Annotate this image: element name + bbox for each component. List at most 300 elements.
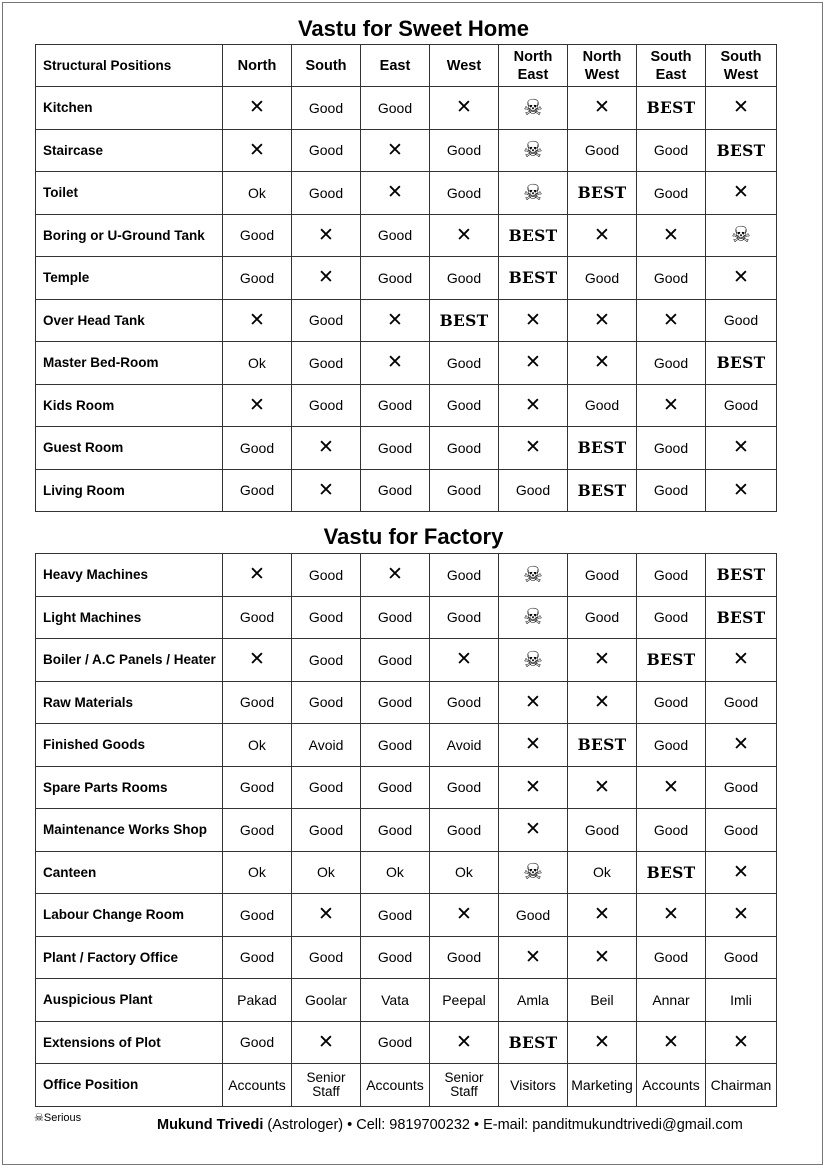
cell-value: Good [223, 214, 292, 257]
skull-icon [499, 554, 568, 597]
cross-icon: ✕ [525, 309, 541, 331]
cross-icon [499, 766, 568, 809]
cell-value: Good [292, 936, 361, 979]
rating-best-label: BEST [508, 268, 558, 288]
cross-icon [292, 427, 361, 470]
cell-value: Pakad [223, 979, 292, 1022]
row-label: Office Position [36, 1064, 223, 1107]
cell-value: Good [292, 554, 361, 597]
rating-best [706, 342, 777, 385]
cross-icon: ✕ [318, 1031, 334, 1053]
cross-icon: ✕ [594, 97, 610, 119]
cross-icon [706, 257, 777, 300]
rating-best [637, 851, 706, 894]
skull-icon [499, 639, 568, 682]
cell-value: Vata [361, 979, 430, 1022]
cross-icon: ✕ [249, 139, 265, 161]
home-row [36, 172, 777, 215]
home-row [36, 384, 777, 427]
row-label: Heavy Machines [36, 554, 223, 597]
cell-value: Good [361, 681, 430, 724]
cell-value: Senior Staff [430, 1064, 499, 1107]
rating-best-label: BEST [508, 225, 558, 245]
cross-icon [499, 681, 568, 724]
cell-value: Ok [223, 851, 292, 894]
cross-icon: ✕ [387, 309, 403, 331]
cross-icon: ✕ [318, 904, 334, 926]
row-label: Living Room [36, 469, 223, 512]
header-north-west: North West [568, 45, 637, 87]
cell-value: Chairman [706, 1064, 777, 1107]
cross-icon [637, 766, 706, 809]
row-label: Canteen [36, 851, 223, 894]
cross-icon: ✕ [318, 267, 334, 289]
email-address: E-mail: panditmukundtrivedi@gmail.com [483, 1117, 743, 1133]
row-label: Finished Goods [36, 724, 223, 767]
skull-icon: ☠ [523, 137, 543, 163]
rating-best-label: BEST [646, 650, 696, 670]
cell-value: Good [361, 427, 430, 470]
cross-icon: ✕ [733, 734, 749, 756]
cross-icon [706, 851, 777, 894]
cross-icon [292, 469, 361, 512]
cell-value: Ok [430, 851, 499, 894]
skull-icon [499, 172, 568, 215]
row-label: Toilet [36, 172, 223, 215]
cell-value: Good [223, 427, 292, 470]
cross-icon: ✕ [733, 861, 749, 883]
cross-icon [499, 342, 568, 385]
row-label: Light Machines [36, 596, 223, 639]
cell-value: Good [430, 427, 499, 470]
cross-icon [568, 766, 637, 809]
row-label: Kids Room [36, 384, 223, 427]
cross-icon: ✕ [249, 564, 265, 586]
cross-icon: ✕ [456, 97, 472, 119]
rating-best-label: BEST [716, 565, 766, 585]
cell-value: Accounts [637, 1064, 706, 1107]
factory-row [36, 936, 777, 979]
cross-icon [292, 257, 361, 300]
factory-table [35, 553, 777, 1107]
rating-best-label: BEST [577, 480, 627, 500]
cross-icon [499, 936, 568, 979]
rating-best [706, 129, 777, 172]
row-label: Staircase [36, 129, 223, 172]
row-label: Labour Change Room [36, 894, 223, 937]
cell-value: Marketing [568, 1064, 637, 1107]
rating-best-label: BEST [646, 862, 696, 882]
factory-row [36, 1021, 777, 1064]
cross-icon: ✕ [525, 394, 541, 416]
cell-value: Good [637, 554, 706, 597]
cross-icon [568, 681, 637, 724]
cell-value: Good [706, 299, 777, 342]
cross-icon: ✕ [663, 776, 679, 798]
cross-icon [499, 809, 568, 852]
cell-value: Good [637, 172, 706, 215]
author-name: Mukund Trivedi [157, 1117, 264, 1133]
skull-icon [499, 851, 568, 894]
row-label: Auspicious Plant [36, 979, 223, 1022]
cell-value: Good [637, 469, 706, 512]
cell-value: Avoid [430, 724, 499, 767]
cell-value: Good [292, 681, 361, 724]
cross-icon [430, 639, 499, 682]
cell-value: Good [361, 87, 430, 130]
factory-row [36, 596, 777, 639]
skull-icon: ☠ [523, 859, 543, 885]
cell-value: Peepal [430, 979, 499, 1022]
cross-icon: ✕ [249, 394, 265, 416]
cross-icon [361, 172, 430, 215]
cell-value: Ok [223, 724, 292, 767]
cross-icon: ✕ [663, 1031, 679, 1053]
cross-icon [637, 894, 706, 937]
cross-icon: ✕ [249, 649, 265, 671]
cross-icon: ✕ [733, 479, 749, 501]
cell-value: Good [292, 384, 361, 427]
cell-value: Good [361, 384, 430, 427]
rating-best [499, 257, 568, 300]
cross-icon [430, 1021, 499, 1064]
row-label: Over Head Tank [36, 299, 223, 342]
footer [157, 1117, 743, 1133]
cell-value: Good [292, 342, 361, 385]
cross-icon [706, 172, 777, 215]
cross-icon [499, 299, 568, 342]
skull-icon: ☠ [523, 604, 543, 630]
cross-icon: ✕ [594, 1031, 610, 1053]
cross-icon: ✕ [318, 224, 334, 246]
cell-value: Good [706, 384, 777, 427]
skull-icon: ☠ [523, 561, 543, 587]
cell-value: Avoid [292, 724, 361, 767]
cross-icon [568, 87, 637, 130]
rating-best [568, 469, 637, 512]
cross-icon: ✕ [663, 224, 679, 246]
cross-icon [706, 469, 777, 512]
skull-icon: ☠ [523, 179, 543, 205]
cell-number: Cell: 9819700232 [356, 1117, 470, 1133]
cell-value: Good [361, 639, 430, 682]
cross-icon [706, 894, 777, 937]
cell-value: Good [223, 766, 292, 809]
cell-value: Good [706, 681, 777, 724]
skull-icon: ☠ [731, 222, 751, 248]
cell-value: Visitors [499, 1064, 568, 1107]
cell-value: Good [223, 1021, 292, 1064]
legend [34, 1111, 81, 1124]
cell-value: Good [223, 469, 292, 512]
cross-icon: ✕ [525, 734, 541, 756]
home-row [36, 299, 777, 342]
cell-value: Good [430, 172, 499, 215]
header-south-west: South West [706, 45, 777, 87]
cross-icon [430, 894, 499, 937]
rating-best-label: BEST [577, 183, 627, 203]
cell-value: Annar [637, 979, 706, 1022]
cell-value: Good [637, 342, 706, 385]
cross-icon [568, 342, 637, 385]
cross-icon [292, 894, 361, 937]
cross-icon [637, 1021, 706, 1064]
cell-value: Good [361, 257, 430, 300]
cell-value: Good [568, 384, 637, 427]
cross-icon: ✕ [733, 267, 749, 289]
header-east: East [361, 45, 430, 87]
cell-value: Good [292, 809, 361, 852]
cross-icon: ✕ [525, 776, 541, 798]
factory-row [36, 979, 777, 1022]
factory-title: Vastu for Factory [323, 524, 504, 549]
cell-value: Good [430, 809, 499, 852]
cell-value: Good [223, 809, 292, 852]
cross-icon [568, 639, 637, 682]
cross-icon [223, 299, 292, 342]
cross-icon: ✕ [594, 352, 610, 374]
cell-value: Good [430, 129, 499, 172]
home-row [36, 257, 777, 300]
cell-value: Good [292, 299, 361, 342]
rating-best-label: BEST [439, 310, 489, 330]
cell-value: Ok [223, 342, 292, 385]
cross-icon [499, 427, 568, 470]
row-label: Boiler / A.C Panels / Heater [36, 639, 223, 682]
cell-value: Good [430, 681, 499, 724]
rating-best [706, 596, 777, 639]
cell-value: Good [637, 936, 706, 979]
rating-best [706, 554, 777, 597]
cell-value: Good [430, 384, 499, 427]
header-north-east: North East [499, 45, 568, 87]
cell-value: Good [568, 257, 637, 300]
rating-best [499, 1021, 568, 1064]
cell-value: Good [568, 596, 637, 639]
cross-icon: ✕ [594, 946, 610, 968]
cross-icon [637, 214, 706, 257]
cell-value: Good [223, 681, 292, 724]
cell-value: Good [223, 257, 292, 300]
skull-icon [499, 596, 568, 639]
rating-best-label: BEST [646, 98, 696, 118]
row-label: Kitchen [36, 87, 223, 130]
cross-icon [361, 342, 430, 385]
cross-icon [223, 129, 292, 172]
cross-icon: ✕ [456, 649, 472, 671]
factory-row [36, 554, 777, 597]
home-row [36, 214, 777, 257]
cross-icon: ✕ [456, 224, 472, 246]
cross-icon: ✕ [525, 691, 541, 713]
rating-best-label: BEST [716, 607, 766, 627]
cell-value: Good [706, 766, 777, 809]
cross-icon [568, 1021, 637, 1064]
cell-value: Good [223, 596, 292, 639]
cell-value: Good [430, 766, 499, 809]
cross-icon: ✕ [733, 182, 749, 204]
cross-icon: ✕ [594, 904, 610, 926]
cross-icon [223, 384, 292, 427]
cross-icon [706, 639, 777, 682]
header-south: South [292, 45, 361, 87]
cell-value: Amla [499, 979, 568, 1022]
bullet-separator: • [347, 1117, 353, 1133]
cell-value: Good [292, 87, 361, 130]
cell-value: Good [223, 894, 292, 937]
cross-icon [568, 894, 637, 937]
cell-value: Ok [223, 172, 292, 215]
cross-icon: ✕ [663, 904, 679, 926]
cross-icon [568, 214, 637, 257]
row-label: Plant / Factory Office [36, 936, 223, 979]
cell-value: Good [361, 809, 430, 852]
cell-value: Good [361, 1021, 430, 1064]
factory-row [36, 724, 777, 767]
cross-icon: ✕ [594, 649, 610, 671]
cell-value: Good [292, 766, 361, 809]
cell-value: Ok [361, 851, 430, 894]
cross-icon: ✕ [594, 776, 610, 798]
cross-icon: ✕ [733, 97, 749, 119]
skull-icon: ☠ [523, 94, 543, 120]
rating-best [568, 172, 637, 215]
row-label: Temple [36, 257, 223, 300]
cell-value: Good [361, 766, 430, 809]
row-label: Extensions of Plot [36, 1021, 223, 1064]
cell-value: Good [361, 724, 430, 767]
cross-icon: ✕ [733, 1031, 749, 1053]
cell-value: Good [292, 639, 361, 682]
cross-icon [568, 299, 637, 342]
cross-icon: ✕ [249, 309, 265, 331]
header-south-east: South East [637, 45, 706, 87]
cross-icon: ✕ [249, 97, 265, 119]
home-title: Vastu for Sweet Home [297, 16, 530, 41]
cross-icon [568, 936, 637, 979]
cell-value: Good [637, 257, 706, 300]
cross-icon: ✕ [387, 352, 403, 374]
cell-value: Good [706, 936, 777, 979]
cell-value: Ok [568, 851, 637, 894]
bullet-separator: • [473, 1117, 480, 1133]
header-structural-positions: Structural Positions [36, 45, 223, 87]
cell-value: Good [568, 554, 637, 597]
cross-icon [637, 384, 706, 427]
cell-value: Good [361, 469, 430, 512]
cell-value: Good [499, 469, 568, 512]
cell-value: Good [637, 681, 706, 724]
cell-value: Good [430, 596, 499, 639]
cell-value: Ok [292, 851, 361, 894]
cross-icon [223, 554, 292, 597]
cell-value: Good [499, 894, 568, 937]
row-label: Spare Parts Rooms [36, 766, 223, 809]
cross-icon [499, 384, 568, 427]
rating-best-label: BEST [716, 140, 766, 160]
cell-value: Senior Staff [292, 1064, 361, 1107]
skull-icon: ☠ [523, 646, 543, 672]
cell-value: Good [637, 129, 706, 172]
cross-icon: ✕ [663, 309, 679, 331]
cross-icon: ✕ [525, 352, 541, 374]
cross-icon: ✕ [318, 479, 334, 501]
rating-best-label: BEST [716, 353, 766, 373]
home-row [36, 427, 777, 470]
cell-value: Good [430, 342, 499, 385]
author-role: (Astrologer) [267, 1117, 344, 1133]
cross-icon: ✕ [525, 819, 541, 841]
factory-row [36, 639, 777, 682]
cell-value: Good [430, 554, 499, 597]
home-header-row [36, 45, 777, 87]
cross-icon: ✕ [733, 904, 749, 926]
cell-value: Good [292, 172, 361, 215]
rating-best [637, 639, 706, 682]
cross-icon: ✕ [594, 309, 610, 331]
cross-icon: ✕ [733, 649, 749, 671]
row-label: Maintenance Works Shop [36, 809, 223, 852]
cross-icon: ✕ [387, 564, 403, 586]
cell-value: Good [292, 129, 361, 172]
cross-icon [223, 87, 292, 130]
header-west: West [430, 45, 499, 87]
cell-value: Goolar [292, 979, 361, 1022]
factory-row [36, 809, 777, 852]
cell-value: Beil [568, 979, 637, 1022]
cross-icon: ✕ [663, 394, 679, 416]
row-label: Guest Room [36, 427, 223, 470]
cross-icon: ✕ [733, 437, 749, 459]
rating-best [430, 299, 499, 342]
row-label: Raw Materials [36, 681, 223, 724]
rating-best [499, 214, 568, 257]
cross-icon: ✕ [525, 437, 541, 459]
row-label: Master Bed-Room [36, 342, 223, 385]
cross-icon: ✕ [387, 139, 403, 161]
cell-value: Good [637, 809, 706, 852]
cross-icon: ✕ [594, 691, 610, 713]
cross-icon [361, 554, 430, 597]
skull-icon [499, 87, 568, 130]
cross-icon [706, 1021, 777, 1064]
cell-value: Good [637, 724, 706, 767]
cross-icon: ✕ [456, 1031, 472, 1053]
cell-value: Imli [706, 979, 777, 1022]
cell-value: Good [361, 894, 430, 937]
cross-icon [361, 129, 430, 172]
rating-best [568, 427, 637, 470]
cell-value: Good [430, 936, 499, 979]
home-table [35, 44, 777, 512]
cell-value: Good [361, 214, 430, 257]
cell-value: Accounts [361, 1064, 430, 1107]
cross-icon [499, 724, 568, 767]
home-row [36, 342, 777, 385]
cross-icon [706, 724, 777, 767]
skull-icon [499, 129, 568, 172]
cross-icon: ✕ [387, 182, 403, 204]
cross-icon [223, 639, 292, 682]
skull-icon [706, 214, 777, 257]
rating-best-label: BEST [508, 1032, 558, 1052]
cross-icon [292, 214, 361, 257]
rating-best [568, 724, 637, 767]
cross-icon: ✕ [525, 946, 541, 968]
cell-value: Good [361, 596, 430, 639]
factory-row [36, 681, 777, 724]
cell-value: Good [430, 257, 499, 300]
